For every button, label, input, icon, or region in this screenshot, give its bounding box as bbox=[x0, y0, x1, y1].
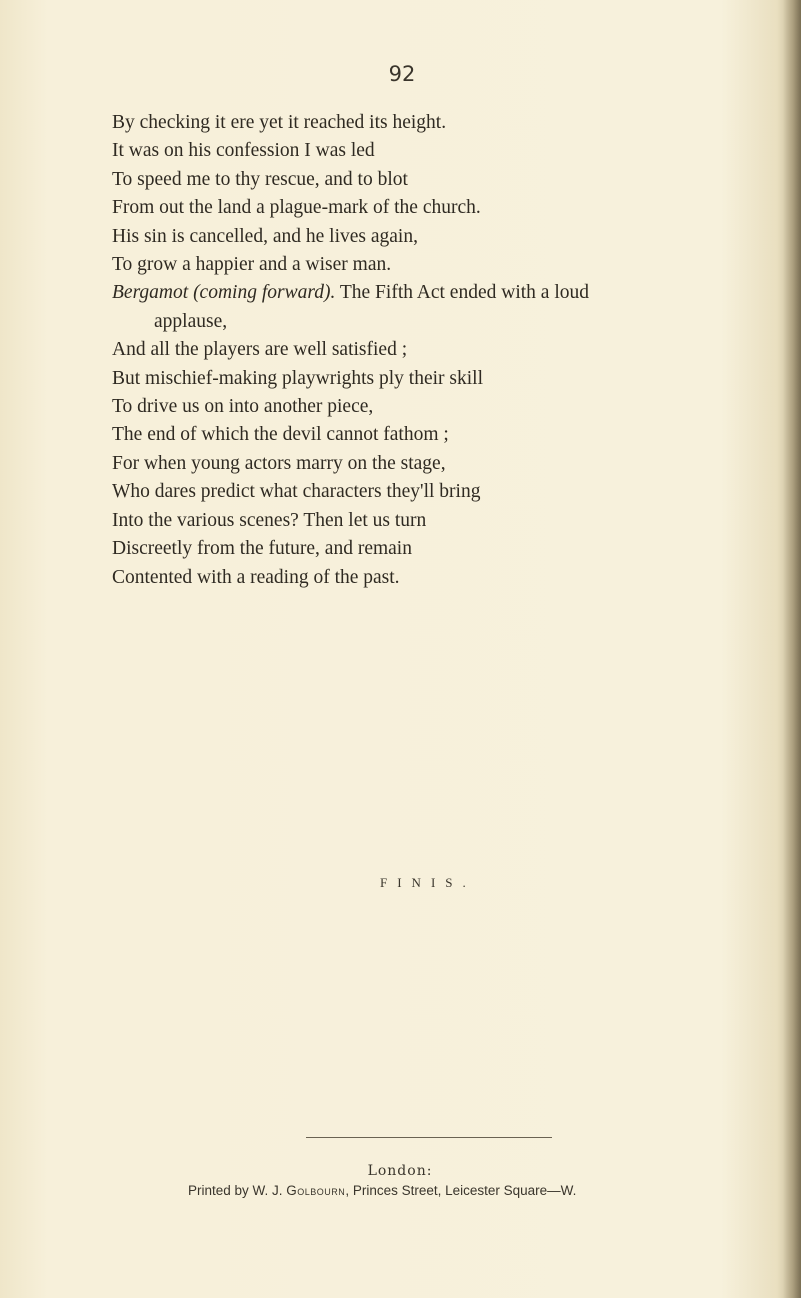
imprint-divider bbox=[306, 1137, 552, 1138]
speaker-name: Bergamot bbox=[112, 282, 189, 304]
printer-name: Golbourn bbox=[286, 1183, 346, 1198]
imprint-prefix: Printed by W. J. bbox=[188, 1183, 287, 1198]
poem-line: By checking it ere yet it reached its height. bbox=[112, 112, 447, 133]
poem-line: Who dares predict what characters they'll bring bbox=[112, 481, 481, 503]
poem-line: To grow a happier and a wiser man. bbox=[112, 254, 392, 276]
poem-line: It was on his confession I was led bbox=[112, 140, 375, 162]
poem-line: But mischief-making playwrights ply their skill bbox=[112, 367, 483, 389]
imprint-address: , Princes Street, Leicester Square—W. bbox=[345, 1183, 577, 1198]
printer-imprint bbox=[188, 1183, 576, 1198]
poem-line: From out the land a plague-mark of the church. bbox=[112, 197, 481, 219]
stage-direction: (coming forward). bbox=[193, 282, 336, 304]
poem-line: The end of which the devil cannot fathom ; bbox=[112, 424, 449, 446]
stage-direction-text: The Fifth Act ended with a loud bbox=[335, 282, 589, 304]
spine-shadow bbox=[783, 0, 801, 1298]
imprint-city: London: bbox=[367, 1163, 433, 1179]
poem-line: Contented with a reading of the past. bbox=[112, 566, 400, 588]
poem-line: To speed me to thy rescue, and to blot bbox=[112, 168, 408, 190]
poem-line: Discreetly from the future, and remain bbox=[112, 538, 412, 560]
poem-line: For when young actors marry on the stage, bbox=[112, 452, 446, 474]
page-number: 92 bbox=[388, 62, 416, 86]
poem-line: And all the players are well satisfied ; bbox=[112, 339, 408, 361]
stage-direction-continuation: applause, bbox=[154, 310, 228, 332]
stage-direction-line bbox=[112, 279, 772, 307]
poem-line: Into the various scenes? Then let us turn bbox=[112, 509, 427, 531]
poem-line: His sin is cancelled, and he lives again, bbox=[112, 225, 418, 247]
poem-text bbox=[112, 109, 772, 592]
poem-line: To drive us on into another piece, bbox=[112, 396, 374, 418]
finis-heading: FINIS. bbox=[380, 875, 476, 890]
